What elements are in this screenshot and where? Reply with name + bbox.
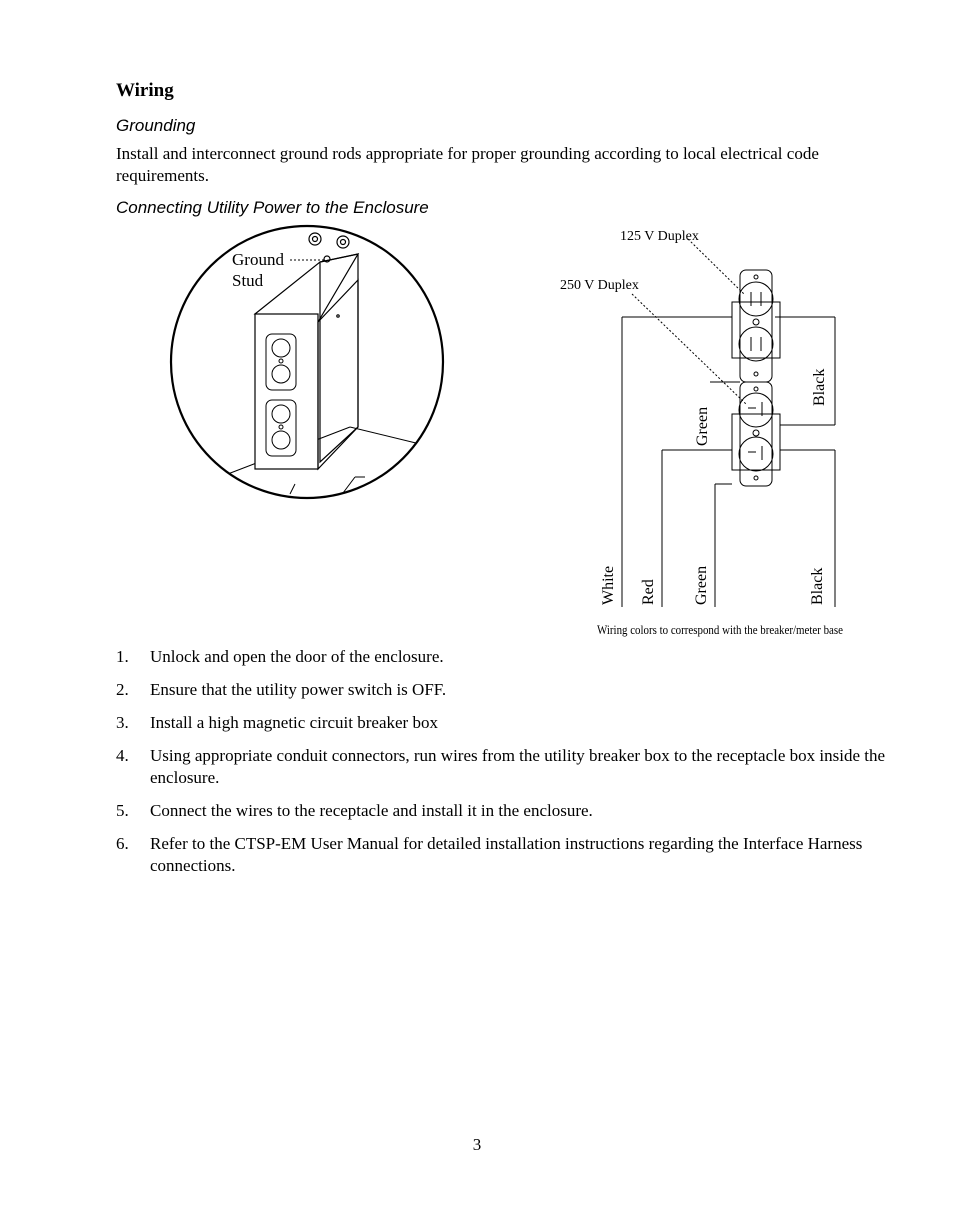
wiring-caption: Wiring colors to correspond with the breaker/meter base (597, 622, 844, 637)
list-item: 2. Ensure that the utility power switch is OFF. (116, 680, 447, 699)
page-number: 3 (472, 1135, 482, 1154)
connecting-heading: Connecting Utility Power to the Enclosure (116, 198, 429, 217)
enclosure-closeup-figure (160, 222, 460, 507)
wire-label-green-bottom: Green (693, 565, 710, 605)
list-item: 3. Install a high magnetic circuit breaker box (116, 713, 438, 732)
wire-label-red: Red (640, 579, 657, 605)
grounding-paragraph: Install and interconnect ground rods appropriate for proper grounding according to local electrical code requirements. (116, 144, 819, 185)
ground-label: Ground (232, 250, 284, 269)
grounding-heading: Grounding (116, 116, 196, 135)
list-item: 4. Using appropriate conduit connectors, run wires from the utility breaker box to the receptacle box inside the enclosure. (116, 746, 886, 787)
section-title: Wiring (116, 80, 174, 101)
list-item: 1. Unlock and open the door of the enclosure. (116, 647, 444, 666)
list-item: 5. Connect the wires to the receptacle and install it in the enclosure. (116, 801, 593, 820)
wire-label-black-top: Black (811, 368, 828, 406)
duplex-125-label: 125 V Duplex (620, 229, 699, 244)
wiring-diagram (550, 222, 860, 642)
wire-label-white: White (600, 565, 617, 605)
list-item: 6. Refer to the CTSP-EM User Manual for detailed installation instructions regarding the Interface Harness connections. (116, 834, 863, 875)
wire-label-green-top: Green (694, 406, 711, 446)
steps-list (116, 646, 886, 888)
stud-label: Stud (232, 271, 264, 290)
wire-label-black-bottom: Black (809, 567, 826, 605)
duplex-250-label: 250 V Duplex (560, 278, 639, 293)
